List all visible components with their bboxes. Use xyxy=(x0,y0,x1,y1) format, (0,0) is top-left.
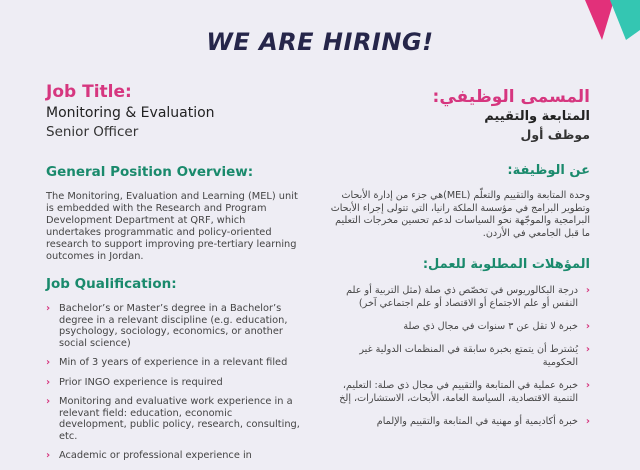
arabic-qualification-text: خبرة لا تقل عن ٣ سنوات في مجال ذي صلة xyxy=(403,321,578,332)
qualification-text: Bachelor’s or Master’s degree in a Bachelor’s degree in a relevant discipline (e.g. education, psychology, sociology, economics, or another social science) xyxy=(59,303,288,349)
chevron-left-icon: ‹ xyxy=(585,344,590,355)
arabic-job-name: المتابعة والتقييم xyxy=(484,109,590,124)
chevron-right-icon: › xyxy=(46,450,51,461)
qualification-list xyxy=(46,303,301,462)
arabic-qualification-heading: المؤهلات المطلوبة للعمل: xyxy=(422,257,590,272)
list-item xyxy=(330,343,590,369)
hiring-headline: WE ARE HIRING! xyxy=(206,28,434,56)
list-item xyxy=(330,320,590,333)
chevron-right-icon: › xyxy=(46,357,51,368)
arabic-qualification-text: خبرة عملية في المتابعة والتقييم في مجال ذي صلة: التعليم، التنمية الاقتصادية، السياسة العامة، الأبحاث، الاستشارات، إلخ xyxy=(339,380,578,404)
list-item xyxy=(330,415,590,428)
overview-heading: General Position Overview: xyxy=(46,164,254,180)
arabic-about-heading: عن الوظيفة: xyxy=(507,163,590,178)
arabic-column xyxy=(330,86,590,438)
list-item xyxy=(46,303,301,349)
chevron-right-icon: › xyxy=(46,376,51,388)
qualification-heading: Job Qualification: xyxy=(46,276,177,292)
chevron-left-icon: ‹ xyxy=(585,416,590,427)
list-item xyxy=(46,357,301,369)
arabic-about-text: وحدة المتابعة والتقييم والتعلّم (MEL)هي جزء من إدارة الأبحاث وتطوير البرامج في مؤسسة الملكة رانيا، التي تتولى إجراء الأبحاث البرامجية والموجّهة نحو السياسات لدعم تحسين مخرجات التعليم ما قبل الجامعي في الأردن. xyxy=(330,190,590,239)
job-level: Senior Officer xyxy=(46,124,139,140)
chevron-right-icon: › xyxy=(46,303,51,314)
list-item xyxy=(330,379,590,405)
list-item xyxy=(46,450,301,462)
list-item xyxy=(46,377,301,389)
job-name: Monitoring & Evaluation xyxy=(46,105,215,121)
arabic-job-title-label: المسمى الوظيفي: xyxy=(432,87,590,107)
arabic-qualification-text: خبرة أكاديمية أو مهنية في المتابعة والتقييم والإلمام xyxy=(376,416,578,427)
chevron-left-icon: ‹ xyxy=(585,285,590,296)
arabic-job-level: موظف أول xyxy=(520,127,590,142)
qualification-text: Monitoring and evaluative work experience in a relevant field: education, economic development, public policy, research, consulting, etc. xyxy=(59,396,300,442)
qualification-text: Min of 3 years of experience in a relevant filed xyxy=(59,357,288,368)
arabic-qualification-text: يُشترط أن يتمتع بخبرة سابقة في المنظمات الدولية غير الحكومية xyxy=(359,344,578,368)
list-item xyxy=(46,396,301,442)
arabic-qualification-text: درجة البكالوريوس في تخصّص ذي صلة (مثل التربية أو علم النفس أو علم الاجتماع أو الاقتصاد أو علم اجتماعي آخر) xyxy=(346,285,578,309)
qualification-text: Academic or professional experience in xyxy=(59,450,252,461)
chevron-left-icon: ‹ xyxy=(585,380,590,391)
chevron-right-icon: › xyxy=(46,396,51,407)
chevron-left-icon: ‹ xyxy=(585,321,590,332)
qualification-text: Prior INGO experience is required xyxy=(59,376,223,388)
english-column xyxy=(46,82,301,470)
arabic-qualification-list xyxy=(330,284,590,428)
overview-text: The Monitoring, Evaluation and Learning (MEL) unit is embedded with the Research and Program Development Department at QRF, which undertakes programmatic and policy-oriented research to support improving pre-tertiary learning outcomes in Jordan. xyxy=(46,191,298,262)
job-title-label: Job Title: xyxy=(46,82,132,102)
list-item xyxy=(330,284,590,310)
